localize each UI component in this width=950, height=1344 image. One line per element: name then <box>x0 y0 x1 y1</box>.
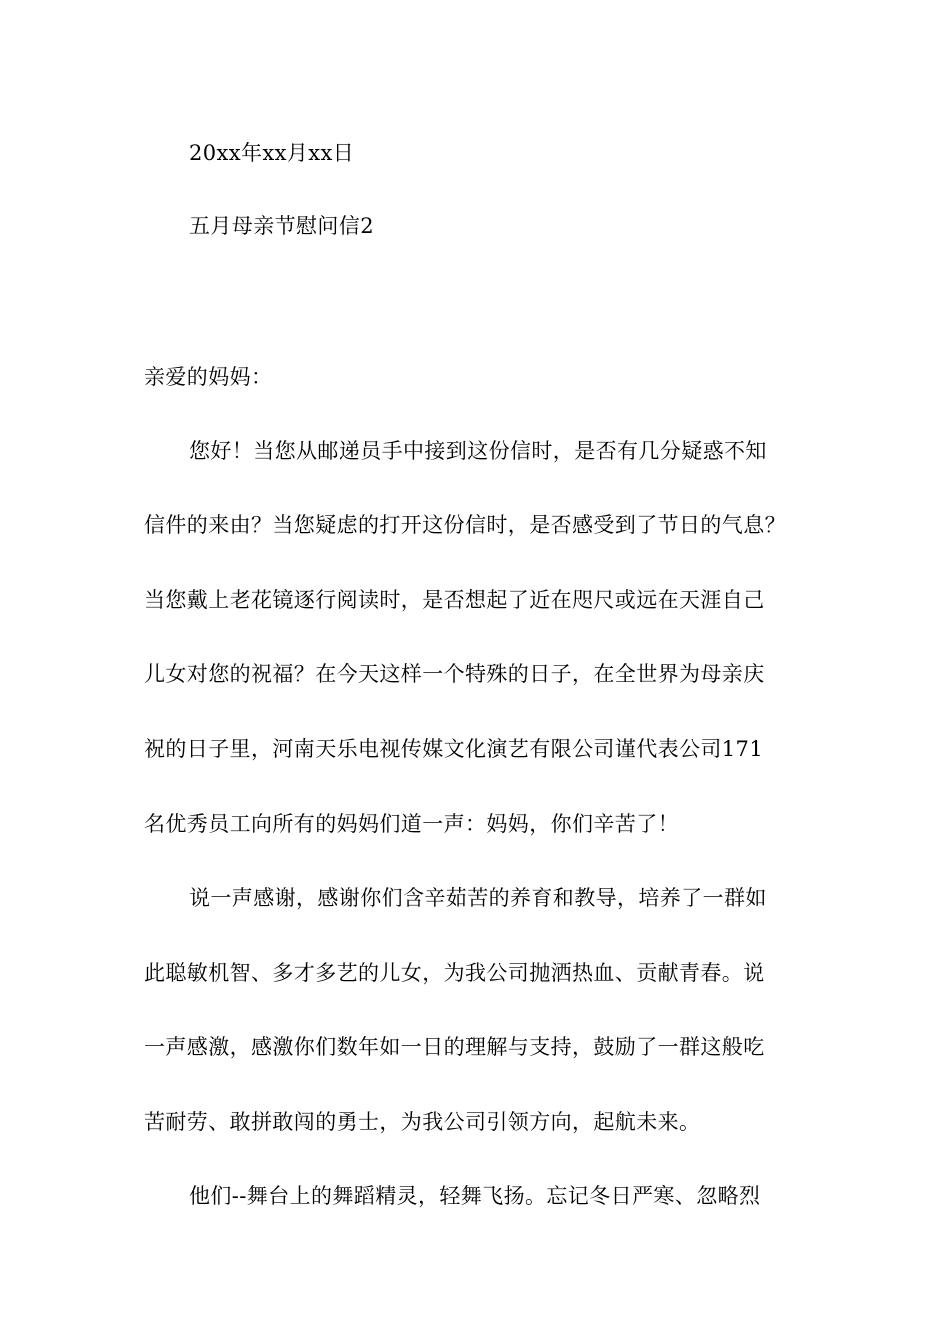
body-line: 您好！当您从邮递员手中接到这份信时，是否有几分疑惑不知 <box>189 439 767 463</box>
body-line: 苦耐劳、敢拼敢闯的勇士，为我公司引领方向，起航未来。 <box>144 1110 701 1134</box>
body-line: 儿女对您的祝福？在今天这样一个特殊的日子，在全世界为母亲庆 <box>144 662 765 686</box>
body-line: 名优秀员工向所有的妈妈们道一声：妈妈，你们辛苦了！ <box>144 812 679 836</box>
body-line: 信件的来由？当您疑虑的打开这份信时，是否感受到了节日的气息？ <box>144 513 786 537</box>
letter-date: 20xx年xx月xx日 <box>189 141 355 165</box>
body-line: 祝的日子里，河南天乐电视传媒文化演艺有限公司谨代表公司171 <box>144 737 764 761</box>
letter-title: 五月母亲节慰问信2 <box>189 214 374 238</box>
letter-salutation: 亲爱的妈妈： <box>144 365 273 389</box>
body-line: 他们--舞台上的舞蹈精灵，轻舞飞扬。忘记冬日严寒、忽略烈 <box>189 1184 761 1208</box>
body-line: 一声感激，感激你们数年如一日的理解与支持，鼓励了一群这般吃 <box>144 1035 765 1059</box>
body-line: 当您戴上老花镜逐行阅读时，是否想起了近在咫尺或远在天涯自己 <box>144 588 765 612</box>
body-line: 说一声感谢，感谢你们含辛茹苦的养育和教导，培养了一群如 <box>189 886 767 910</box>
body-line: 此聪敏机智、多才多艺的儿女，为我公司抛洒热血、贡献青春。说 <box>144 961 765 985</box>
